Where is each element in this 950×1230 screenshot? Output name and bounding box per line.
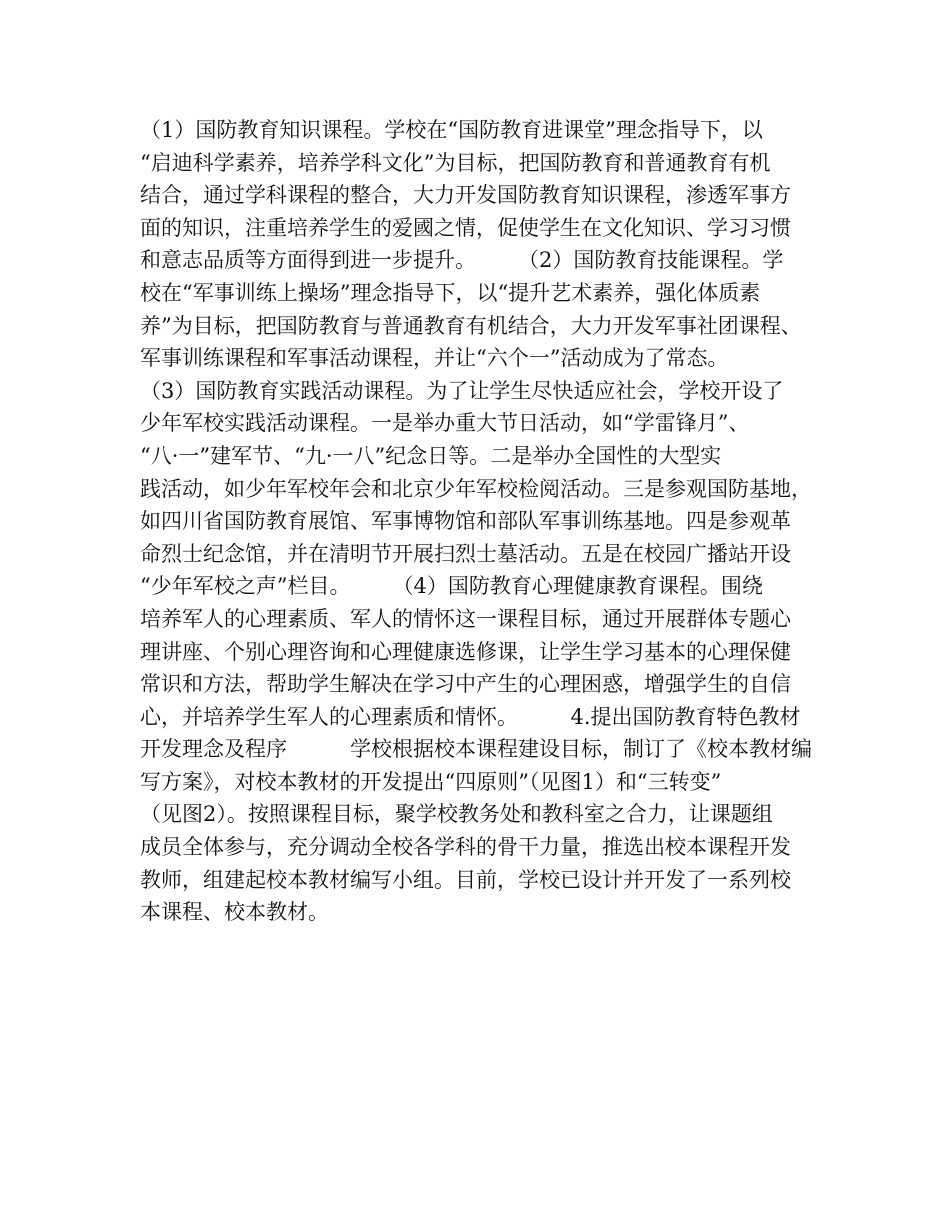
- text-line: （3）国防教育实践活动课程。为了让学生尽快适应社会，学校开设了: [140, 378, 784, 403]
- text-line: “少年军校之声”栏目。 （4）国防教育心理健康教育课程。围绕: [140, 574, 763, 599]
- text-line: 养”为目标，把国防教育与普通教育有机结合，大力开发军事社团课程、: [140, 313, 802, 338]
- text-line: 军事训练课程和军事活动课程，并让“六个一”活动成为了常态。: [140, 346, 729, 371]
- text-line: 理讲座、个别心理咨询和心理健康选修课，让学生学习基本的心理保健: [140, 639, 791, 664]
- text-line: 和意志品质等方面得到进一步提升。 （2）国防教育技能课程。学: [140, 248, 784, 273]
- text-line: 成员全体参与，充分调动全校各学科的骨干力量，推选出校本课程开发: [140, 835, 791, 860]
- text-line: 写方案》，对校本教材的开发提出“四原则”（见图1）和“三转变”: [140, 769, 722, 794]
- text-line: 践活动，如少年军校年会和北京少年军校检阅活动。三是参观国防基地，: [140, 476, 812, 501]
- text-line: 结合，通过学科课程的整合，大力开发国防教育知识课程，渗透军事方: [140, 183, 791, 208]
- text-line: “八·一”建军节、“九·一八”纪念日等。二是举办全国性的大型实: [140, 443, 722, 468]
- text-line: “启迪科学素养，培养学科文化”为目标，把国防教育和普通教育有机: [140, 150, 771, 175]
- body-text: [140, 114, 840, 929]
- text-line: （见图2）。按照课程目标，聚学校教务处和教科室之合力，让课题组: [140, 802, 773, 827]
- text-line: 如四川省国防教育展馆、军事博物馆和部队军事训练基地。四是参观革: [140, 509, 791, 534]
- text-line: 常识和方法，帮助学生解决在学习中产生的心理困惑，增强学生的自信: [140, 672, 791, 697]
- text-line: 校在“军事训练上操场”理念指导下，以“提升艺术素养，强化体质素: [140, 280, 761, 305]
- text-line: 本课程、校本教材。: [140, 900, 329, 925]
- text-line: 开发理念及程序 学校根据校本课程建设目标，制订了《校本教材编: [140, 737, 812, 762]
- text-line: 少年军校实践活动课程。一是举办重大节日活动，如“学雷锋月”、: [140, 411, 750, 436]
- text-line: （1）国防教育知识课程。学校在“国防教育进课堂”理念指导下，以: [140, 118, 763, 142]
- text-line: 培养军人的心理素质、军人的情怀这一课程目标，通过开展群体专题心: [140, 606, 791, 631]
- text-line: 面的知识，注重培养学生的爱國之情，促使学生在文化知识、学习习惯: [140, 215, 791, 240]
- text-line: 教师，组建起校本教材编写小组。目前，学校已设计并开发了一系列校: [140, 867, 791, 892]
- text-line: 命烈士纪念馆，并在清明节开展扫烈士墓活动。五是在校园广播站开设: [140, 541, 791, 566]
- text-line: 心，并培养学生军人的心理素质和情怀。 4.提出国防教育特色教材: [140, 704, 801, 729]
